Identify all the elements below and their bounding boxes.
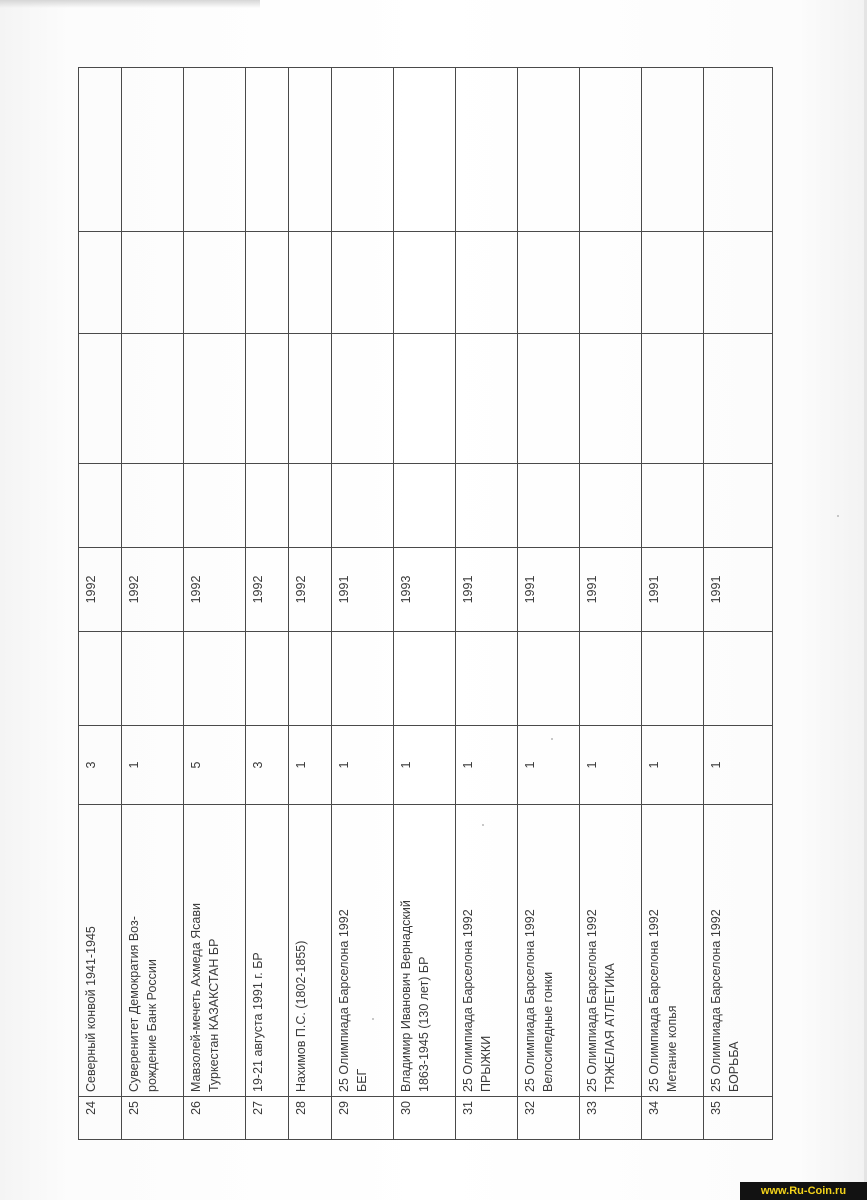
- empty-cell: [122, 464, 184, 548]
- scan-speck: [837, 515, 839, 517]
- watermark-label: www.Ru-Coin.ru: [740, 1182, 867, 1200]
- empty-cell: [122, 232, 184, 334]
- row-number-cell: 31: [456, 1097, 518, 1140]
- empty-cell: [456, 632, 518, 726]
- quantity-cell: 1: [394, 726, 456, 805]
- quantity-cell: 1: [580, 726, 642, 805]
- empty-cell: [289, 632, 332, 726]
- row-number-cell: 34: [642, 1097, 704, 1140]
- empty-cell: [394, 232, 456, 334]
- empty-cell: [456, 232, 518, 334]
- empty-cell: [642, 632, 704, 726]
- year-cell: 1991: [580, 548, 642, 632]
- quantity-cell: 1: [642, 726, 704, 805]
- item-name-cell: 25 Олимпиада Барселона 1992 ПРЫЖКИ: [456, 805, 518, 1097]
- empty-cell: [518, 232, 580, 334]
- year-cell: 1992: [184, 548, 246, 632]
- quantity-cell: 1: [289, 726, 332, 805]
- table-row: [518, 68, 580, 1140]
- empty-cell: [246, 68, 289, 232]
- row-number-cell: 26: [184, 1097, 246, 1140]
- empty-cell: [642, 464, 704, 548]
- table-row: [704, 68, 773, 1140]
- empty-cell: [79, 334, 122, 464]
- year-cell: 1992: [79, 548, 122, 632]
- table-row: [642, 68, 704, 1140]
- empty-cell: [518, 464, 580, 548]
- year-cell: 1991: [518, 548, 580, 632]
- row-number-cell: 30: [394, 1097, 456, 1140]
- empty-cell: [289, 68, 332, 232]
- empty-cell: [518, 632, 580, 726]
- coin-registry-table: [78, 67, 773, 1140]
- row-number-cell: 24: [79, 1097, 122, 1140]
- empty-cell: [394, 334, 456, 464]
- empty-cell: [456, 464, 518, 548]
- empty-cell: [246, 632, 289, 726]
- empty-cell: [79, 232, 122, 334]
- empty-cell: [246, 334, 289, 464]
- empty-cell: [332, 632, 394, 726]
- empty-cell: [184, 334, 246, 464]
- table-row: [122, 68, 184, 1140]
- empty-cell: [332, 68, 394, 232]
- empty-cell: [580, 334, 642, 464]
- year-cell: 1991: [642, 548, 704, 632]
- empty-cell: [704, 632, 773, 726]
- quantity-cell: 3: [79, 726, 122, 805]
- item-name-cell: Мавзолей-мечеть Ахмеда Ясави Туркестан КАЗАКСТАН БР: [184, 805, 246, 1097]
- empty-cell: [704, 334, 773, 464]
- empty-cell: [580, 232, 642, 334]
- empty-cell: [184, 232, 246, 334]
- empty-cell: [580, 68, 642, 232]
- year-cell: 1991: [704, 548, 773, 632]
- row-number-cell: 28: [289, 1097, 332, 1140]
- item-name-cell: Северный конвой 1941-1945: [79, 805, 122, 1097]
- scan-speck: [482, 824, 484, 826]
- table-row: [79, 68, 122, 1140]
- empty-cell: [394, 632, 456, 726]
- empty-cell: [456, 334, 518, 464]
- empty-cell: [642, 334, 704, 464]
- quantity-cell: 1: [518, 726, 580, 805]
- empty-cell: [246, 464, 289, 548]
- empty-cell: [394, 68, 456, 232]
- item-name-cell: 25 Олимпиада Барселона 1992 БЕГ: [332, 805, 394, 1097]
- empty-cell: [642, 68, 704, 232]
- empty-cell: [122, 68, 184, 232]
- empty-cell: [518, 68, 580, 232]
- row-number-cell: 33: [580, 1097, 642, 1140]
- item-name-cell: 25 Олимпиада Барселона 1992 Метание копья: [642, 805, 704, 1097]
- empty-cell: [79, 632, 122, 726]
- empty-cell: [704, 68, 773, 232]
- table-row: [456, 68, 518, 1140]
- empty-cell: [122, 334, 184, 464]
- table-row: [289, 68, 332, 1140]
- year-cell: 1993: [394, 548, 456, 632]
- year-cell: 1992: [246, 548, 289, 632]
- quantity-cell: 1: [704, 726, 773, 805]
- item-name-cell: 25 Олимпиада Барселона 1992 БОРЬБА: [704, 805, 773, 1097]
- item-name-cell: 25 Олимпиада Барселона 1992 Велосипедные гонки: [518, 805, 580, 1097]
- empty-cell: [332, 464, 394, 548]
- item-name-cell: Нахимов П.С. (1802-1855): [289, 805, 332, 1097]
- row-number-cell: 29: [332, 1097, 394, 1140]
- year-cell: 1991: [332, 548, 394, 632]
- empty-cell: [289, 464, 332, 548]
- empty-cell: [289, 334, 332, 464]
- empty-cell: [184, 632, 246, 726]
- empty-cell: [580, 632, 642, 726]
- scan-speck: [372, 1018, 374, 1020]
- empty-cell: [704, 464, 773, 548]
- table-row: [246, 68, 289, 1140]
- empty-cell: [332, 232, 394, 334]
- empty-cell: [642, 232, 704, 334]
- quantity-cell: 1: [332, 726, 394, 805]
- row-number-cell: 25: [122, 1097, 184, 1140]
- row-number-cell: 32: [518, 1097, 580, 1140]
- year-cell: 1992: [289, 548, 332, 632]
- table-row: [184, 68, 246, 1140]
- scan-speck: [551, 738, 553, 740]
- empty-cell: [289, 232, 332, 334]
- empty-cell: [518, 334, 580, 464]
- year-cell: 1991: [456, 548, 518, 632]
- item-name-cell: Владимир Иванович Вернадский 1863-1945 (130 лет) БР: [394, 805, 456, 1097]
- table-row: [580, 68, 642, 1140]
- rotated-table-container: [78, 68, 772, 1140]
- empty-cell: [456, 68, 518, 232]
- empty-cell: [394, 464, 456, 548]
- row-number-cell: 27: [246, 1097, 289, 1140]
- empty-cell: [332, 334, 394, 464]
- item-name-cell: 25 Олимпиада Барселона 1992 ТЯЖЕЛАЯ АТЛЕТИКА: [580, 805, 642, 1097]
- table-row: [394, 68, 456, 1140]
- empty-cell: [580, 464, 642, 548]
- table-row: [332, 68, 394, 1140]
- table-body: [79, 68, 773, 1140]
- empty-cell: [246, 232, 289, 334]
- empty-cell: [79, 68, 122, 232]
- empty-cell: [184, 68, 246, 232]
- empty-cell: [184, 464, 246, 548]
- quantity-cell: 1: [122, 726, 184, 805]
- empty-cell: [122, 632, 184, 726]
- row-number-cell: 35: [704, 1097, 773, 1140]
- empty-cell: [79, 464, 122, 548]
- scan-edge-shadow: [0, 0, 260, 8]
- item-name-cell: 19-21 августа 1991 г. БР: [246, 805, 289, 1097]
- year-cell: 1992: [122, 548, 184, 632]
- quantity-cell: 5: [184, 726, 246, 805]
- item-name-cell: Суверенитет Демократия Воз- рождение Банк России: [122, 805, 184, 1097]
- quantity-cell: 3: [246, 726, 289, 805]
- empty-cell: [704, 232, 773, 334]
- quantity-cell: 1: [456, 726, 518, 805]
